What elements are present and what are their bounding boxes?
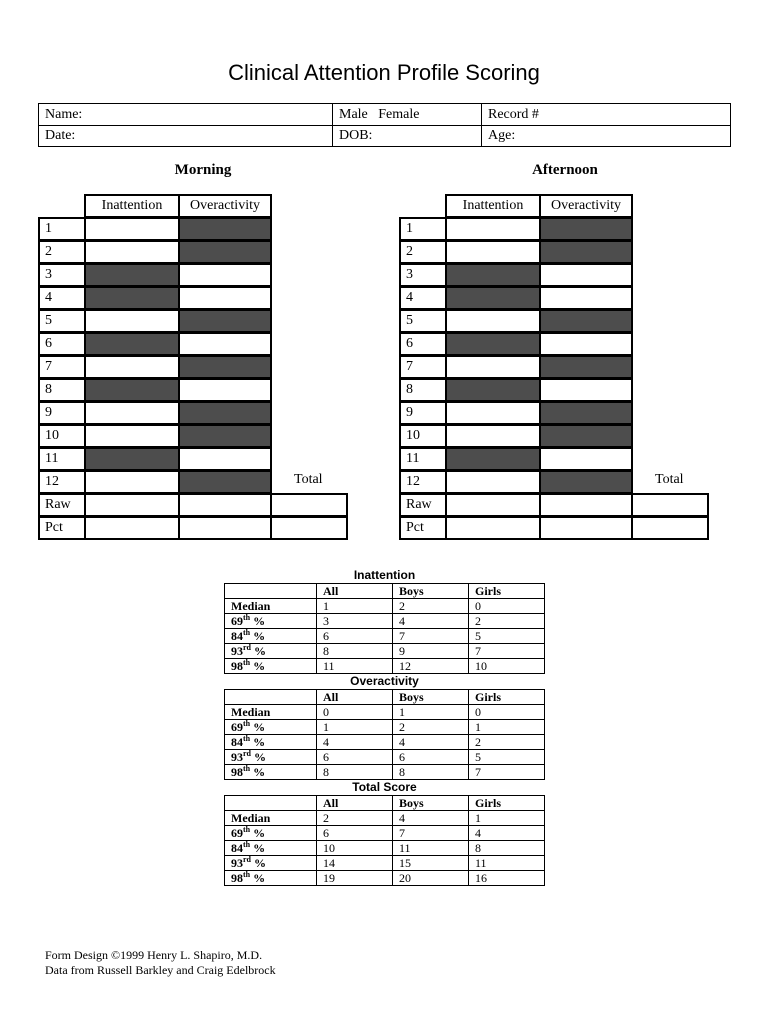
afternoon-overactivity-cell[interactable] — [539, 286, 633, 310]
norms-row-label — [225, 614, 317, 629]
norms-value-cell: 2 — [393, 720, 469, 735]
total-score-norms-title: Total Score — [352, 780, 417, 794]
norms-value-cell: 10 — [469, 659, 545, 674]
morning-row-label: 5 — [38, 309, 86, 333]
percentile-number: 98 — [231, 659, 243, 673]
percentile-suffix: th — [243, 734, 251, 743]
norms-value-cell: 1 — [317, 720, 393, 735]
morning-overactivity-cell[interactable] — [178, 332, 272, 356]
norms-value-cell: 8 — [317, 765, 393, 780]
afternoon-row-label: 4 — [399, 286, 447, 310]
norms-column-header: All — [317, 796, 393, 811]
afternoon-inattention-cell[interactable] — [445, 355, 541, 379]
morning-inattention-cell — [84, 378, 180, 402]
norms-value-cell: 8 — [469, 841, 545, 856]
footer-data-source: Data from Russell Barkley and Craig Edelbrock — [45, 963, 276, 977]
percent-sign: % — [251, 856, 266, 870]
norms-value-cell: 20 — [393, 871, 469, 886]
afternoon-pct-score-cell[interactable] — [445, 516, 541, 540]
afternoon-overactivity-cell — [539, 424, 633, 448]
percentile-suffix: th — [243, 840, 251, 849]
norms-table-row — [225, 599, 545, 614]
afternoon-inattention-cell — [445, 378, 541, 402]
morning-overactivity-cell[interactable] — [178, 378, 272, 402]
total-score-norms-table — [224, 795, 545, 886]
norms-value-cell: 6 — [317, 750, 393, 765]
norms-value-cell: 0 — [317, 705, 393, 720]
afternoon-row-label: 3 — [399, 263, 447, 287]
norms-table-row — [225, 826, 545, 841]
morning-row-label: 8 — [38, 378, 86, 402]
afternoon-row-label: 10 — [399, 424, 447, 448]
norms-corner-cell — [225, 796, 317, 811]
percentile-suffix: th — [243, 825, 251, 834]
norms-value-cell: 2 — [469, 614, 545, 629]
norms-value-cell: 2 — [469, 735, 545, 750]
percentile-suffix: th — [243, 764, 251, 773]
morning-inattention-cell[interactable] — [84, 355, 180, 379]
morning-inattention-cell[interactable] — [84, 424, 180, 448]
afternoon-inattention-cell — [445, 263, 541, 287]
patient-info-grid — [38, 103, 731, 147]
morning-pct-label: Pct — [38, 516, 86, 540]
afternoon-overactivity-cell — [539, 470, 633, 494]
norms-value-cell: 1 — [317, 599, 393, 614]
afternoon-raw-score-cell[interactable] — [631, 493, 709, 517]
morning-inattention-cell — [84, 447, 180, 471]
morning-raw-score-cell[interactable] — [270, 493, 348, 517]
percentile-number: 93 — [231, 644, 243, 658]
norms-table-row — [225, 735, 545, 750]
percentile-number: 93 — [231, 750, 243, 764]
norms-row-label — [225, 750, 317, 765]
norms-row-label — [225, 629, 317, 644]
norms-table-row — [225, 856, 545, 871]
afternoon-inattention-cell[interactable] — [445, 217, 541, 241]
percent-sign: % — [250, 826, 266, 840]
percent-sign: % — [250, 841, 266, 855]
norms-column-header: Girls — [469, 690, 545, 705]
norms-value-cell: 5 — [469, 629, 545, 644]
norms-value-cell: 15 — [393, 856, 469, 871]
overactivity-norms-title: Overactivity — [350, 674, 419, 688]
norms-row-label — [225, 856, 317, 871]
norms-table-row — [225, 629, 545, 644]
norms-row-label — [225, 841, 317, 856]
norms-value-cell: 1 — [469, 811, 545, 826]
norms-value-cell: 3 — [317, 614, 393, 629]
norms-column-header: Boys — [393, 796, 469, 811]
morning-row-label: 4 — [38, 286, 86, 310]
morning-row-label: 2 — [38, 240, 86, 264]
percentile-suffix: th — [243, 613, 251, 622]
norms-value-cell: 7 — [469, 644, 545, 659]
norms-value-cell: 1 — [393, 705, 469, 720]
morning-raw-score-cell[interactable] — [178, 493, 272, 517]
afternoon-row-label: 8 — [399, 378, 447, 402]
afternoon-overactivity-cell[interactable] — [539, 332, 633, 356]
percentile-suffix: th — [243, 870, 251, 879]
afternoon-overactivity-cell[interactable] — [539, 447, 633, 471]
percent-sign: % — [250, 765, 266, 779]
percentile-number: 84 — [231, 629, 243, 643]
morning-inattention-cell — [84, 332, 180, 356]
morning-row-label: 11 — [38, 447, 86, 471]
name-field[interactable]: Name: — [45, 107, 83, 122]
afternoon-overactivity-cell — [539, 240, 633, 264]
afternoon-inattention-cell — [445, 447, 541, 471]
norms-value-cell: 16 — [469, 871, 545, 886]
morning-pct-score-cell[interactable] — [270, 516, 348, 540]
afternoon-header-inattention: Inattention — [445, 194, 541, 218]
norms-table-row — [225, 720, 545, 735]
afternoon-row-label: 12 — [399, 470, 447, 494]
afternoon-row-label: 11 — [399, 447, 447, 471]
morning-overactivity-cell — [178, 355, 272, 379]
norms-corner-cell — [225, 584, 317, 599]
percent-sign: % — [250, 659, 266, 673]
percentile-number: Median — [231, 599, 271, 613]
morning-overactivity-cell — [178, 309, 272, 333]
norms-value-cell: 6 — [317, 826, 393, 841]
norms-row-label — [225, 705, 317, 720]
morning-row-label: 3 — [38, 263, 86, 287]
percent-sign: % — [250, 614, 266, 628]
norms-value-cell: 10 — [317, 841, 393, 856]
afternoon-raw-score-cell[interactable] — [445, 493, 541, 517]
morning-inattention-cell[interactable] — [84, 217, 180, 241]
norms-row-label — [225, 720, 317, 735]
norms-column-header: All — [317, 584, 393, 599]
norms-column-header: Boys — [393, 690, 469, 705]
footer — [45, 948, 276, 978]
norms-value-cell: 4 — [469, 826, 545, 841]
afternoon-inattention-cell — [445, 286, 541, 310]
norms-value-cell: 5 — [469, 750, 545, 765]
afternoon-inattention-cell — [445, 332, 541, 356]
norms-column-header: Girls — [469, 584, 545, 599]
morning-row-label: 7 — [38, 355, 86, 379]
afternoon-overactivity-cell — [539, 355, 633, 379]
norms-value-cell: 9 — [393, 644, 469, 659]
norms-column-header: Girls — [469, 796, 545, 811]
afternoon-raw-label: Raw — [399, 493, 447, 517]
norms-row-label — [225, 599, 317, 614]
afternoon-overactivity-cell[interactable] — [539, 378, 633, 402]
norms-value-cell: 4 — [393, 735, 469, 750]
percentile-number: 84 — [231, 735, 243, 749]
afternoon-row-label: 7 — [399, 355, 447, 379]
norms-value-cell: 8 — [393, 765, 469, 780]
norms-value-cell: 7 — [393, 629, 469, 644]
footer-copyright: Form Design ©1999 Henry L. Shapiro, M.D. — [45, 948, 263, 962]
morning-title: Morning — [174, 162, 232, 178]
afternoon-inattention-cell[interactable] — [445, 424, 541, 448]
gender-field[interactable]: Male Female — [339, 107, 420, 122]
morning-overactivity-cell[interactable] — [178, 286, 272, 310]
morning-overactivity-cell — [178, 217, 272, 241]
norms-tables — [224, 568, 545, 886]
afternoon-row-label: 1 — [399, 217, 447, 241]
morning-pct-score-cell[interactable] — [178, 516, 272, 540]
norms-table-row — [225, 841, 545, 856]
morning-header-inattention: Inattention — [84, 194, 180, 218]
percentile-suffix: rd — [243, 643, 251, 652]
norms-row-label — [225, 644, 317, 659]
afternoon-overactivity-cell[interactable] — [539, 263, 633, 287]
morning-row-label: 1 — [38, 217, 86, 241]
morning-overactivity-cell — [178, 424, 272, 448]
norms-value-cell: 4 — [393, 811, 469, 826]
norms-row-label — [225, 871, 317, 886]
morning-inattention-cell[interactable] — [84, 470, 180, 494]
afternoon-title: Afternoon — [532, 162, 598, 178]
date-field[interactable]: Date: — [45, 128, 76, 143]
afternoon-overactivity-cell — [539, 401, 633, 425]
afternoon-pct-score-cell[interactable] — [631, 516, 709, 540]
norms-value-cell: 6 — [393, 750, 469, 765]
morning-row-label: 6 — [38, 332, 86, 356]
percentile-suffix: th — [243, 719, 251, 728]
morning-pct-score-cell[interactable] — [84, 516, 180, 540]
afternoon-total-label: Total — [655, 472, 684, 487]
percent-sign: % — [251, 644, 266, 658]
form-title: Clinical Attention Profile Scoring — [228, 60, 540, 85]
norms-value-cell: 2 — [317, 811, 393, 826]
norms-value-cell: 14 — [317, 856, 393, 871]
norms-value-cell: 7 — [393, 826, 469, 841]
norms-table-row — [225, 614, 545, 629]
percent-sign: % — [250, 629, 266, 643]
morning-overactivity-cell[interactable] — [178, 263, 272, 287]
percentile-number: 93 — [231, 856, 243, 870]
norms-table-row — [225, 644, 545, 659]
morning-row-label: 10 — [38, 424, 86, 448]
afternoon-inattention-cell[interactable] — [445, 401, 541, 425]
percentile-number: 98 — [231, 765, 243, 779]
norms-value-cell: 6 — [317, 629, 393, 644]
percentile-number: 98 — [231, 871, 243, 885]
afternoon-inattention-cell[interactable] — [445, 470, 541, 494]
morning-inattention-cell[interactable] — [84, 401, 180, 425]
percentile-number: 69 — [231, 826, 243, 840]
afternoon-inattention-cell[interactable] — [445, 240, 541, 264]
norms-row-label — [225, 826, 317, 841]
norms-table-row — [225, 705, 545, 720]
percentile-number: 69 — [231, 720, 243, 734]
percentile-number: Median — [231, 705, 271, 719]
morning-overactivity-cell — [178, 240, 272, 264]
norms-table-row — [225, 765, 545, 780]
norms-value-cell: 11 — [469, 856, 545, 871]
norms-value-cell: 7 — [469, 765, 545, 780]
morning-total-label: Total — [294, 472, 323, 487]
afternoon-overactivity-cell — [539, 309, 633, 333]
norms-table-row — [225, 871, 545, 886]
norms-value-cell: 8 — [317, 644, 393, 659]
norms-value-cell: 2 — [393, 599, 469, 614]
norms-column-header: Boys — [393, 584, 469, 599]
afternoon-header-overactivity: Overactivity — [539, 194, 633, 218]
record-field[interactable]: Record # — [488, 107, 539, 122]
afternoon-pct-score-cell[interactable] — [539, 516, 633, 540]
age-field[interactable]: Age: — [488, 128, 516, 143]
afternoon-row-label: 6 — [399, 332, 447, 356]
norms-column-header: All — [317, 690, 393, 705]
dob-field[interactable]: DOB: — [339, 128, 373, 143]
morning-raw-label: Raw — [38, 493, 86, 517]
afternoon-inattention-cell[interactable] — [445, 309, 541, 333]
morning-overactivity-cell — [178, 401, 272, 425]
morning-inattention-cell — [84, 286, 180, 310]
percentile-suffix: rd — [243, 749, 251, 758]
percentile-suffix: rd — [243, 855, 251, 864]
overactivity-norms-table — [224, 689, 545, 780]
norms-row-label — [225, 765, 317, 780]
norms-value-cell: 11 — [317, 659, 393, 674]
norms-table-row — [225, 750, 545, 765]
percentile-number: 84 — [231, 841, 243, 855]
afternoon-row-label: 2 — [399, 240, 447, 264]
morning-row-label: 9 — [38, 401, 86, 425]
afternoon-row-label: 9 — [399, 401, 447, 425]
norms-value-cell: 11 — [393, 841, 469, 856]
morning-inattention-cell[interactable] — [84, 309, 180, 333]
norms-value-cell: 19 — [317, 871, 393, 886]
norms-row-label — [225, 735, 317, 750]
norms-value-cell: 12 — [393, 659, 469, 674]
percentile-number: Median — [231, 811, 271, 825]
afternoon-raw-score-cell[interactable] — [539, 493, 633, 517]
norms-value-cell: 4 — [317, 735, 393, 750]
norms-row-label — [225, 659, 317, 674]
morning-overactivity-cell[interactable] — [178, 447, 272, 471]
percentile-suffix: th — [243, 628, 251, 637]
afternoon-row-label: 5 — [399, 309, 447, 333]
norms-table-row — [225, 659, 545, 674]
percent-sign: % — [250, 735, 266, 749]
percent-sign: % — [250, 871, 266, 885]
morning-inattention-cell[interactable] — [84, 240, 180, 264]
norms-table-row — [225, 811, 545, 826]
norms-row-label — [225, 811, 317, 826]
afternoon-pct-label: Pct — [399, 516, 447, 540]
norms-value-cell: 4 — [393, 614, 469, 629]
inattention-norms-title: Inattention — [353, 568, 416, 582]
morning-header-overactivity: Overactivity — [178, 194, 272, 218]
afternoon-overactivity-cell — [539, 217, 633, 241]
percent-sign: % — [250, 720, 266, 734]
norms-value-cell: 0 — [469, 599, 545, 614]
norms-corner-cell — [225, 690, 317, 705]
morning-overactivity-cell — [178, 470, 272, 494]
morning-inattention-cell — [84, 263, 180, 287]
percentile-number: 69 — [231, 614, 243, 628]
morning-row-label: 12 — [38, 470, 86, 494]
norms-value-cell: 1 — [469, 720, 545, 735]
percentile-suffix: th — [243, 658, 251, 667]
percent-sign: % — [251, 750, 266, 764]
inattention-norms-table — [224, 583, 545, 674]
morning-raw-score-cell[interactable] — [84, 493, 180, 517]
norms-value-cell: 0 — [469, 705, 545, 720]
